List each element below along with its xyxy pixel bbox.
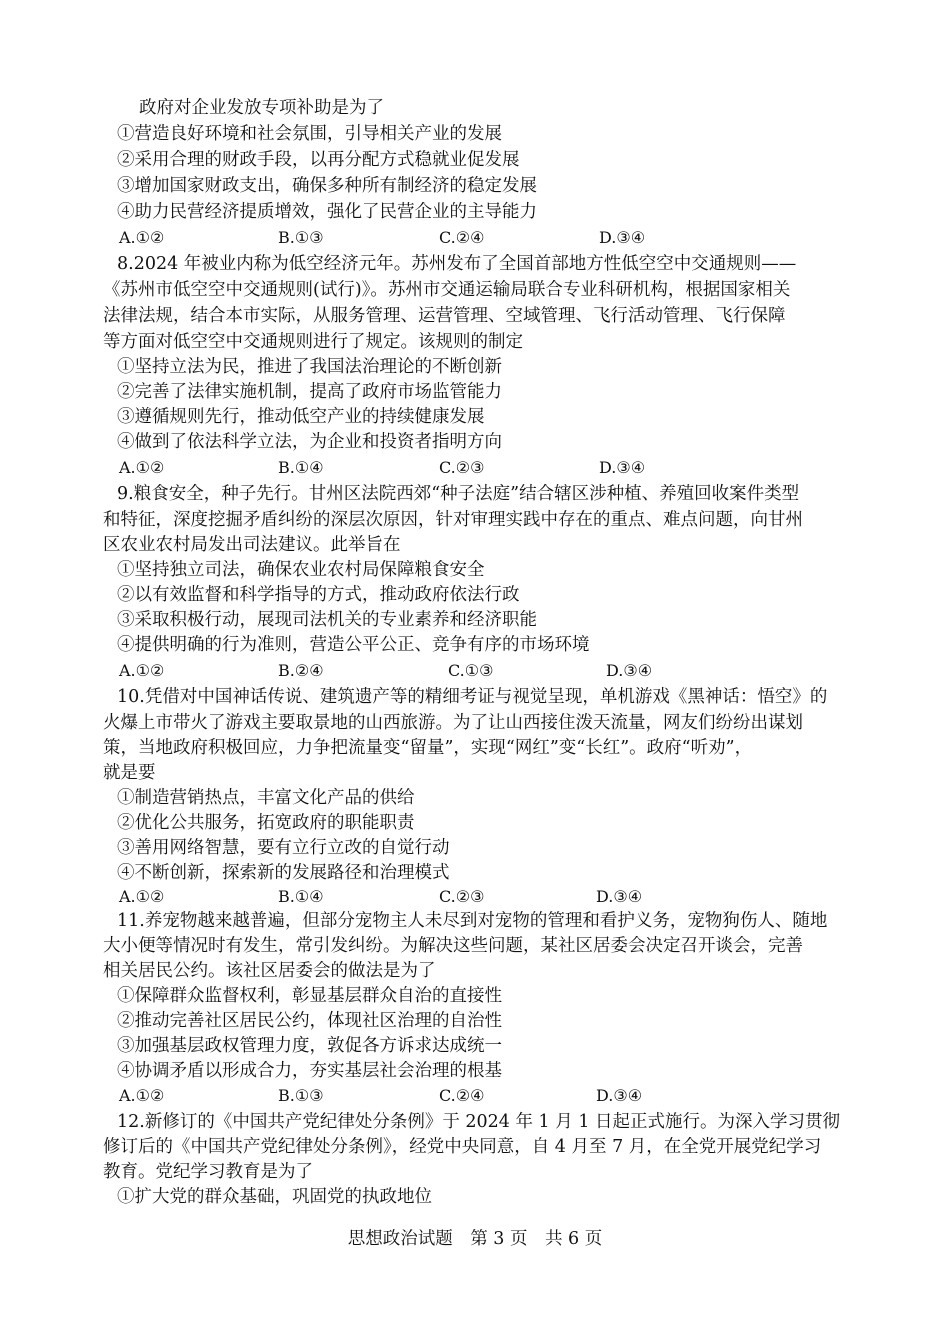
question-8-option: ①坚持立法为民，推进了我国法治理论的不断创新 <box>117 357 502 377</box>
choice-c: C.②④ <box>439 228 485 247</box>
choice-c: C.②③ <box>439 887 485 906</box>
choice-d: D.③④ <box>596 887 643 906</box>
question-10-choices <box>0 885 950 909</box>
choice-c: C.②④ <box>439 1086 485 1105</box>
choice-c: C.①③ <box>448 661 494 680</box>
question-10-option: ④不断创新，探索新的发展路径和治理模式 <box>117 863 450 883</box>
question-12-stem-line: 教育。党纪学习教育是为了 <box>103 1162 313 1182</box>
question-11-option: ①保障群众监督权利，彰显基层群众自治的直接性 <box>117 986 502 1006</box>
question-9-option: ①坚持独立司法，确保农业农村局保障粮食安全 <box>117 560 485 580</box>
question-7-stem-line: 政府对企业发放专项补助是为了 <box>139 98 384 118</box>
question-8-option: ③遵循规则先行，推动低空产业的持续健康发展 <box>117 407 485 427</box>
choice-b: B.①④ <box>278 458 324 477</box>
choice-a: A.①② <box>119 228 165 247</box>
question-8-option: ②完善了法律实施机制，提高了政府市场监管能力 <box>117 382 502 402</box>
question-9-stem-line: 9.粮食安全，种子先行。甘州区法院西郊“种子法庭”结合辖区涉种植、养殖回收案件类型 <box>117 484 800 504</box>
choice-a: A.①② <box>119 1086 165 1105</box>
question-7-choices <box>0 226 950 250</box>
question-10-stem-line: 火爆上市带火了游戏主要取景地的山西旅游。为了让山西接住泼天流量，网友们纷纷出谋划 <box>103 713 803 733</box>
question-8-stem-line: 法律法规，结合本市实际，从服务管理、运营管理、空域管理、飞行活动管理、飞行保障 <box>103 306 786 326</box>
question-11-choices <box>0 1084 950 1108</box>
question-10-stem-line: 策，当地政府积极回应，力争把流量变“留量”，实现“网红”变“长红”。政府“听劝”， <box>103 738 753 758</box>
question-7-option: ②采用合理的财政手段，以再分配方式稳就业促发展 <box>117 150 520 170</box>
question-11-stem-line: 11.养宠物越来越普遍，但部分宠物主人未尽到对宠物的管理和看护义务，宠物狗伤人、随地 <box>117 911 828 931</box>
question-9-choices <box>0 659 950 683</box>
choice-c: C.②③ <box>439 458 485 477</box>
page-footer: 思想政治试题 第 3 页 共 6 页 <box>347 1229 603 1249</box>
question-9-option: ③采取积极行动，展现司法机关的专业素养和经济职能 <box>117 610 537 630</box>
question-10-stem-line: 就是要 <box>103 763 156 783</box>
choice-d: D.③④ <box>606 661 653 680</box>
choice-b: B.①③ <box>278 1086 324 1105</box>
question-7-option: ④助力民营经济提质增效，强化了民营企业的主导能力 <box>117 202 537 222</box>
question-10-option: ②优化公共服务，拓宽政府的职能职责 <box>117 813 415 833</box>
question-8-choices <box>0 456 950 480</box>
question-8-option: ④做到了依法科学立法，为企业和投资者指明方向 <box>117 432 502 452</box>
choice-b: B.①③ <box>278 228 324 247</box>
question-11-stem-line: 大小便等情况时有发生，常引发纠纷。为解决这些问题，某社区居委会决定召开谈会，完善 <box>103 936 803 956</box>
question-9-option: ②以有效监督和科学指导的方式，推动政府依法行政 <box>117 585 520 605</box>
question-10-stem-line: 10.凭借对中国神话传说、建筑遗产等的精细考证与视觉呈现，单机游戏《黑神话：悟空》的 <box>117 687 828 707</box>
choice-d: D.③④ <box>599 458 646 477</box>
question-10-option: ①制造营销热点，丰富文化产品的供给 <box>117 788 415 808</box>
question-12-stem-line: 12.新修订的《中国共产党纪律处分条例》于 2024 年 1 月 1 日起正式施行。为深入学习贯彻 <box>117 1112 841 1132</box>
question-11-stem-line: 相关居民公约。该社区居委会的做法是为了 <box>103 961 436 981</box>
question-9-stem-line: 和特征，深度挖掘矛盾纠纷的深层次原因，针对审理实践中存在的重点、难点问题，向甘州 <box>103 510 803 530</box>
choice-b: B.②④ <box>278 661 324 680</box>
question-12-stem-line: 修订后的《中国共产党纪律处分条例》，经党中央同意，自 4 月至 7 月，在全党开展党纪学习 <box>103 1137 822 1157</box>
question-8-stem-line: 8.2024 年被业内称为低空经济元年。苏州发布了全国首部地方性低空空中交通规则—— <box>117 254 797 274</box>
choice-a: A.①② <box>119 887 165 906</box>
question-7-option: ③增加国家财政支出，确保多种所有制经济的稳定发展 <box>117 176 537 196</box>
choice-a: A.①② <box>119 661 165 680</box>
question-9-stem-line: 区农业农村局发出司法建议。此举旨在 <box>103 535 401 555</box>
question-11-option: ③加强基层政权管理力度，敦促各方诉求达成统一 <box>117 1036 502 1056</box>
question-11-option: ②推动完善社区居民公约，体现社区治理的自治性 <box>117 1011 502 1031</box>
choice-d: D.③④ <box>596 1086 643 1105</box>
choice-b: B.①④ <box>278 887 324 906</box>
question-8-stem-line: 等方面对低空空中交通规则进行了规定。该规则的制定 <box>103 332 523 352</box>
question-9-option: ④提供明确的行为准则，营造公平公正、竞争有序的市场环境 <box>117 635 590 655</box>
question-12-option: ①扩大党的群众基础，巩固党的执政地位 <box>117 1187 432 1207</box>
question-10-option: ③善用网络智慧，要有立行立改的自觉行动 <box>117 838 450 858</box>
question-8-stem-line: 《苏州市低空空中交通规则(试行)》。苏州市交通运输局联合专业科研机构，根据国家相关 <box>103 280 791 300</box>
question-7-option: ①营造良好环境和社会氛围，引导相关产业的发展 <box>117 124 502 144</box>
choice-a: A.①② <box>119 458 165 477</box>
choice-d: D.③④ <box>599 228 646 247</box>
question-11-option: ④协调矛盾以形成合力，夯实基层社会治理的根基 <box>117 1061 502 1081</box>
